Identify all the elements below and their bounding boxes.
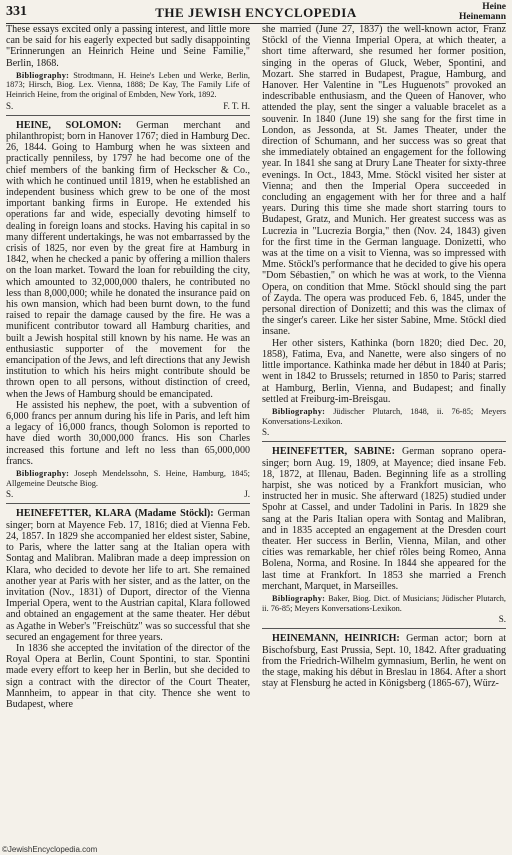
article-divider bbox=[262, 441, 506, 442]
entry-heading: HEINE, SOLOMON: bbox=[16, 119, 122, 131]
guide-word-last: Heinemann bbox=[459, 12, 506, 22]
article-heinemann-heinrich: HEINEMANN, HEINRICH: German actor; born at Bischofsburg, East Prussia, Sept. 10, 1842. After graduating from the Friedrich-Wilhelm gymnasium, Berlin, he went on the stage, making his début in Breslau in 1864. After a short stay at Flensburg he acted in Königsberg (1865-67), Würz- bbox=[262, 633, 506, 690]
article-heinefetter-sabine: HEINEFETTER, SABINE: German soprano opera-singer; born Aug. 19, 1809, at Mayence; died insane Feb. 18, 1872, at Illenau, Baden. Beginning life as a strolling harpist, she was noticed by a Frankfort musician, who instructed her in music. She afterward (1825) studied under Spohr at Cassel, and under Tadolini in Paris. In 1829 she sang at the Paris Italian opera with Sontag and Malibran, and in 1835 accepted an engagement at the Dresden court theater. Her success in Berlin, Vienna, Milan, and other cities was remarkable, her chief rôles being Romeo, Anna Bolena, Norma, and Rosine. In 1844 she appeared for the last time at Frankfort. In 1853 she married a French merchant, Marquet, in Marseilles. bbox=[262, 446, 506, 592]
klara-signature: S. bbox=[262, 427, 270, 438]
guide-words bbox=[459, 2, 506, 22]
page-number: 331 bbox=[6, 4, 27, 19]
guide-word-first: Heine bbox=[482, 2, 506, 12]
page-header bbox=[6, 3, 506, 24]
right-column bbox=[262, 24, 506, 689]
article-heinefetter-klara: HEINEFETTER, KLARA (Madame Stöckl): German singer; born at Mayence Feb. 17, 1816; died at Vienna Feb. 24, 1857. In 1829 she accompanied her eldest sister, Sabine, to Paris, where the latter sang at the Italian opera with Sontag and Malibran. Malibran made a deep impression on Klara, who decided to devote her life to art. She remained another year at Paris with her sister, and as the latter, on the invitation (Nov., 1831) of Duport, director of the Vienna Imperial Opera, went to the Austrian capital, Klara followed and obtained an engagement at the same theater. Her début as Agathe in Weber's "Freischütz" was so successful that she secured an engagement for three years. bbox=[6, 508, 250, 643]
article-continuation: she married (June 27, 1837) the well-known actor, Franz Stöckl of the Vienna Imperial Opera, at which theater, a short time afterward, she resumed her former position, singing in the operas of Gluck, Weber, Spontini, and Mozart. She starred in Budapest, Prague, Hamburg, and Hanover. Her Valentine in "Les Huguenots" provoked an indescribable enthusiasm, and the Queen of Hanover, who attended the play, sent the singer a valuable bracelet as a souvenir. In 1840 (June 19) she sang for the first time in London, as Jessonda, at St. James Theater, under the direction of Schumann, and her success was so great that she immediately obtained an engagement for the following year. In 1841 she sang at Drury Lane Theater for sixty-three evenings. In Oct., 1843, Mme. Stöckl visited her sister at Vienna; and then the Imperial Opera succeeded in concluding an engagement with her for three and a half years. During this time she made short starring tours to Budapest, Gratz, and Munich. Her greatest success was as Lucrezia in "Lucrezia Borgia," then (Nov. 24, 1843) given for the first time in the German language. Donizetti, who was at the time on a visit to Vienna, was so impressed with Mme. Stöckl's performance that he decided to give his opera "Dom Sébastien," on which he was at work, to the Vienna Opera, on condition that Mme. Stöckl should sing the part of Zayda. The opera was produced Feb. 6, 1845, under the personal direction of Donizetti; and this was the climax of the singer's career. Like her sister Sabine, Mme. Stöckl died insane. bbox=[262, 24, 506, 338]
running-title: THE JEWISH ENCYCLOPEDIA bbox=[155, 5, 357, 20]
article-paragraph: He assisted his nephew, the poet, with a subvention of 6,000 francs per annum during his life in Paris, and left him a legacy of 16,000 francs, though Solomon is reported to have died worth 30,000,000 francs. His son Charles increased this fortune and left no less than 65,000,000 francs. bbox=[6, 399, 250, 467]
solomon-signature: S. J. bbox=[6, 489, 250, 500]
entry-heading: HEINEMANN, HEINRICH: bbox=[272, 633, 400, 645]
klara-bibliography: Bibliography: Jüdischer Plutarch, 1848, ii. 76-85; Meyers Konversations-Lexikon. bbox=[262, 406, 506, 426]
intro-bibliography: Bibliography: Strodtmann, H. Heine's Leben und Werke, Berlin, 1873; Hirsch, Biog. Lex. Vienna, 1888; De Kay, The Family Life of Heinrich Heine, from the original of Embden, New York, 1892. bbox=[6, 70, 250, 99]
entry-heading: HEINEFETTER, SABINE: bbox=[272, 446, 395, 458]
left-column bbox=[6, 24, 250, 710]
sabine-signature: S. bbox=[498, 614, 506, 625]
article-paragraph: In 1836 she accepted the invitation of the director of the Royal Opera at Berlin, Count Spontini, to star. Spontini made every effort to keep her in Berlin, but she decided to sign a contract with the director of the Court Theater, Mannheim, to appear in that city. Thence she went to Budapest, where bbox=[6, 642, 250, 710]
article-divider bbox=[6, 503, 250, 504]
intro-paragraph: These essays excited only a passing interest, and little more can be said for his eagerly expected but sadly disappointing "Erinnerungen an Heinrich Heine und Seine Familie," Berlin, 1868. bbox=[6, 24, 250, 69]
article-heine-solomon: HEINE, SOLOMON: German merchant and philanthropist; born in Hanover 1767; died in Hamburg Dec. 26, 1844. Going to Hamburg when he was sixteen and practically penniless, by 1797 he had become one of the chief members of the banking firm of Heckscher & Co., with which he continued until 1819, when he established an independent business which grew to be one of the most important banking firms in Europe. He extended his operations far and wide, especially devoting himself to dealing in foreign loans and stocks. Having his capital in so many different undertakings, he was not embarrassed by the crisis of 1825, nor even by the great fire at Hamburg in 1842, when he checked a panic by offering a million thalers on the loan market. Toward the loan for rebuilding the city, which amounted to 32,000,000 thalers, he contributed no less than 8,000,000; while he donated the insurance paid on his own mansion, which had been burnt down, to the fund raised to repair the damage caused by the fire. He was a munificent contributor toward all Hamburg charities, and built a Jewish hospital still known by his name. He was an enthusiastic supporter of the movement for the emancipation of the Jews, and left directions that any Jewish institution to which his heirs might contribute should be thrown open to all persons, without distinction of creed, when the Jews of Hamburg should be emancipated. bbox=[6, 119, 250, 400]
article-divider bbox=[6, 115, 250, 116]
article-divider bbox=[262, 628, 506, 629]
intro-signature: S. F. T. H. bbox=[6, 100, 250, 111]
article-paragraph: Her other sisters, Kathinka (born 1820; died Dec. 20, 1858), Fatima, Eva, and Nanette, were also singers of no little importance. Kathinka made her début in 1840 at Paris; went in 1842 to Brussels; returned in 1850 to Paris; starred at Hamburg, Berlin, Vienna, and Budapest; and finally settled at Freiburg-im-Breisgau. bbox=[262, 337, 506, 405]
entry-heading: HEINEFETTER, KLARA (Madame Stöckl): bbox=[16, 508, 214, 520]
solomon-bibliography: Bibliography: Joseph Mendelssohn, S. Heine, Hamburg, 1845; Allgemeine Deutsche Biog. bbox=[6, 469, 250, 488]
sabine-bibliography: Bibliography: Baker, Biog. Dict. of Musicians; Jüdischer Plutarch, ii. 76-85; Meyers Konversations-Lexikon. bbox=[262, 593, 506, 613]
site-watermark[interactable]: ©JewishEncyclopedia.com bbox=[2, 845, 98, 854]
